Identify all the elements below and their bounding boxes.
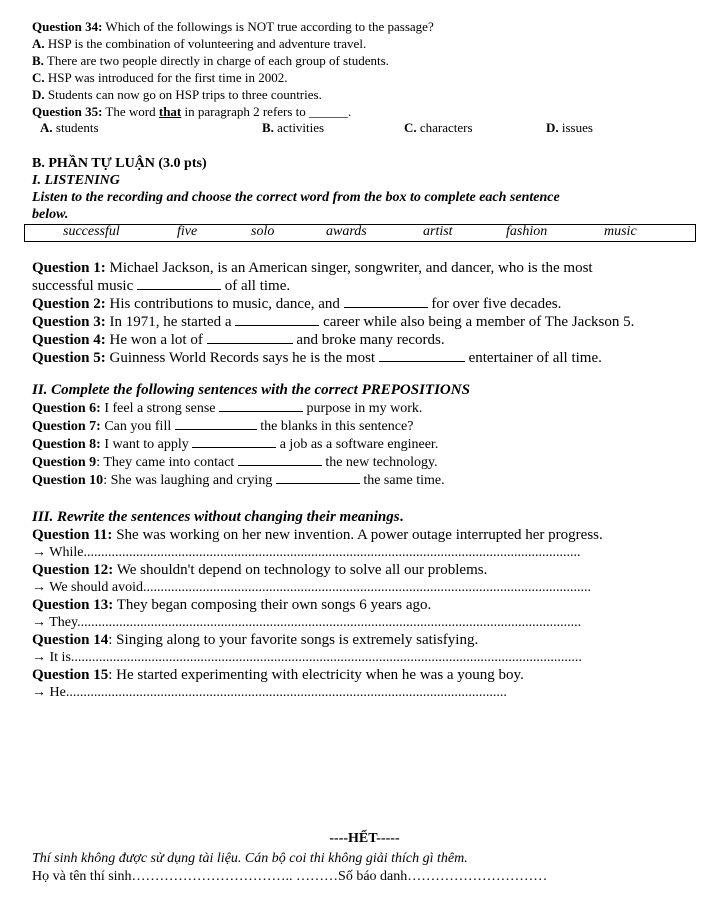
option-34-a [32,35,697,52]
exam-note: Thí sinh không được sử dụng tài liệu. Cán bộ coi thi không giải thích gì thêm. [32,851,468,866]
question-text: Guinness World Records says he is the most [105,350,379,366]
option-letter: D. [32,87,45,102]
option-35-c [404,120,473,136]
word-box [24,224,696,242]
question-35 [32,103,697,120]
prepositions-heading: II. Complete the following sentences with the correct PREPOSITIONS [32,382,470,398]
question-text-end: in paragraph 2 refers to ______. [181,104,352,119]
question-text: His contributions to music, dance, and [105,296,344,312]
question-text: : He started experimenting with electricity when he was a young boy. [108,667,524,683]
answer-blank[interactable] [137,277,221,290]
question-label: Question 35: [32,104,103,119]
question-8 [32,435,697,453]
question-label: Question 7: [32,419,101,434]
question-14 [32,631,697,649]
word-box-item: five [177,224,198,239]
question-10 [32,471,697,489]
question-1 [32,259,697,277]
answer-blank[interactable] [344,295,428,308]
option-letter: A. [32,36,45,51]
question-text: purpose in my work. [303,401,423,416]
answer-blank[interactable] [238,453,322,466]
answer-line-12[interactable]: → We should avoid................................................................................................................................ [32,580,591,595]
question-34 [32,18,697,35]
question-label: Question 2: [32,296,106,312]
question-label: Question 1: [32,260,106,276]
rewrite-heading [32,508,697,526]
candidate-info-line: Họ và tên thí sinh…………………………….. ………Số báo danh………………………… [32,869,548,884]
question-label: Question 15 [32,667,109,683]
question-text: the same time. [359,473,445,488]
question-4 [32,331,697,349]
question-label: Question 12: [32,562,114,578]
option-letter: C. [32,70,45,85]
option-35-b [262,120,324,136]
question-label: Question 6: [32,401,101,416]
question-2 [32,295,697,313]
question-text: entertainer of all time. [464,350,602,366]
section-b-title: B. PHẦN TỰ LUẬN (3.0 pts) [32,156,207,171]
option-text: issues [558,120,593,135]
question-15 [32,666,697,684]
question-text: the blanks in this sentence? [256,419,414,434]
question-text: and broke many records. [292,332,445,348]
question-9 [32,453,697,471]
answer-blank[interactable] [219,399,303,412]
question-text: She was working on her new invention. A power outage interrupted her progress. [112,527,603,543]
question-5 [32,349,697,367]
question-text: I feel a strong sense [100,401,220,416]
option-34-b [32,52,697,69]
option-letter: B. [32,53,44,68]
word-box-item: successful [63,224,120,239]
option-35-d [546,120,593,136]
question-text: The word [102,104,159,119]
answer-blank[interactable] [192,435,276,448]
exam-page [32,18,697,884]
question-text: for over five decades. [427,296,562,312]
question-12 [32,561,697,579]
option-34-d [32,86,697,103]
question-label: Question 3: [32,314,106,330]
answer-blank[interactable] [175,417,257,430]
question-label: Question 14 [32,632,109,648]
question-text: of all time. [220,278,291,294]
option-text: HSP is the combination of volunteering and adventure travel. [44,36,367,51]
question-text: the new technology. [321,455,438,470]
option-letter: C. [404,120,417,135]
answer-line-13[interactable]: → They................................................................................................................................................ [32,615,582,630]
answer-blank[interactable] [207,331,293,344]
question-text: In 1971, he started a [105,314,236,330]
question-label: Question 34: [32,19,103,34]
option-letter: D. [546,120,559,135]
question-3 [32,313,697,331]
heading-end: . [399,509,404,525]
question-text: I want to apply [100,437,193,452]
question-text: career while also being a member of The Jackson 5. [319,314,635,330]
question-text: a job as a software engineer. [276,437,439,452]
underlined-word: that [158,104,182,119]
question-text: They began composing their own songs 6 years ago. [113,597,432,613]
option-34-c [32,69,697,86]
word-box-item: awards [326,224,367,239]
question-13 [32,596,697,614]
answer-blank[interactable] [379,349,465,362]
word-box-item: solo [251,224,275,239]
listening-instruction: Listen to the recording and choose the correct word from the box to complete each sentence [32,190,560,205]
question-text: We shouldn't depend on technology to solve all our problems. [113,562,488,578]
option-letter: B. [262,120,274,135]
question-7 [32,417,697,435]
answer-line-15[interactable]: → He.............................................................................................................................. [32,685,507,700]
answer-blank[interactable] [276,471,360,484]
option-text: activities [273,120,325,135]
answer-line-11[interactable]: → While.............................................................................................................................................. [32,545,581,560]
answer-line-14[interactable]: → It is.................................................................................................................................................. [32,650,582,665]
question-text: successful music [32,278,137,294]
question-text: Can you fill [100,419,175,434]
question-label: Question 11: [32,527,113,543]
question-label: Question 5: [32,350,106,366]
answer-blank[interactable] [235,313,319,326]
options-35 [32,120,697,137]
question-1-cont [32,277,697,295]
option-35-a [40,120,99,136]
option-text: There are two people directly in charge of each group of students. [43,53,389,68]
question-label: Question 13: [32,597,114,613]
question-label: Question 9 [32,455,97,470]
listening-instruction-cont: below. [32,207,69,222]
question-text: : Singing along to your favorite songs is extremely satisfying. [108,632,479,648]
option-text: Students can now go on HSP trips to three countries. [44,87,322,102]
listening-heading: I. LISTENING [32,173,120,188]
heading-text: III. Rewrite the sentences without changing their meanings [32,509,400,525]
end-marker: ----HẾT----- [329,831,400,846]
option-text: characters [416,120,473,135]
word-box-item: fashion [506,224,548,239]
question-11 [32,526,697,544]
word-box-item: music [604,224,637,239]
question-label: Question 4: [32,332,106,348]
word-box-item: artist [423,224,453,239]
question-label: Question 8: [32,437,101,452]
option-letter: A. [40,120,53,135]
question-text: : They came into contact [96,455,238,470]
option-text: HSP was introduced for the first time in 2002. [44,70,288,85]
question-text: : She was laughing and crying [103,473,276,488]
question-label: Question 10 [32,473,104,488]
question-text: Which of the followings is NOT true according to the passage? [102,19,434,34]
question-text: He won a lot of [105,332,207,348]
question-6 [32,399,697,417]
option-text: students [52,120,99,135]
question-text: Michael Jackson, is an American singer, songwriter, and dancer, who is the most [105,260,593,276]
